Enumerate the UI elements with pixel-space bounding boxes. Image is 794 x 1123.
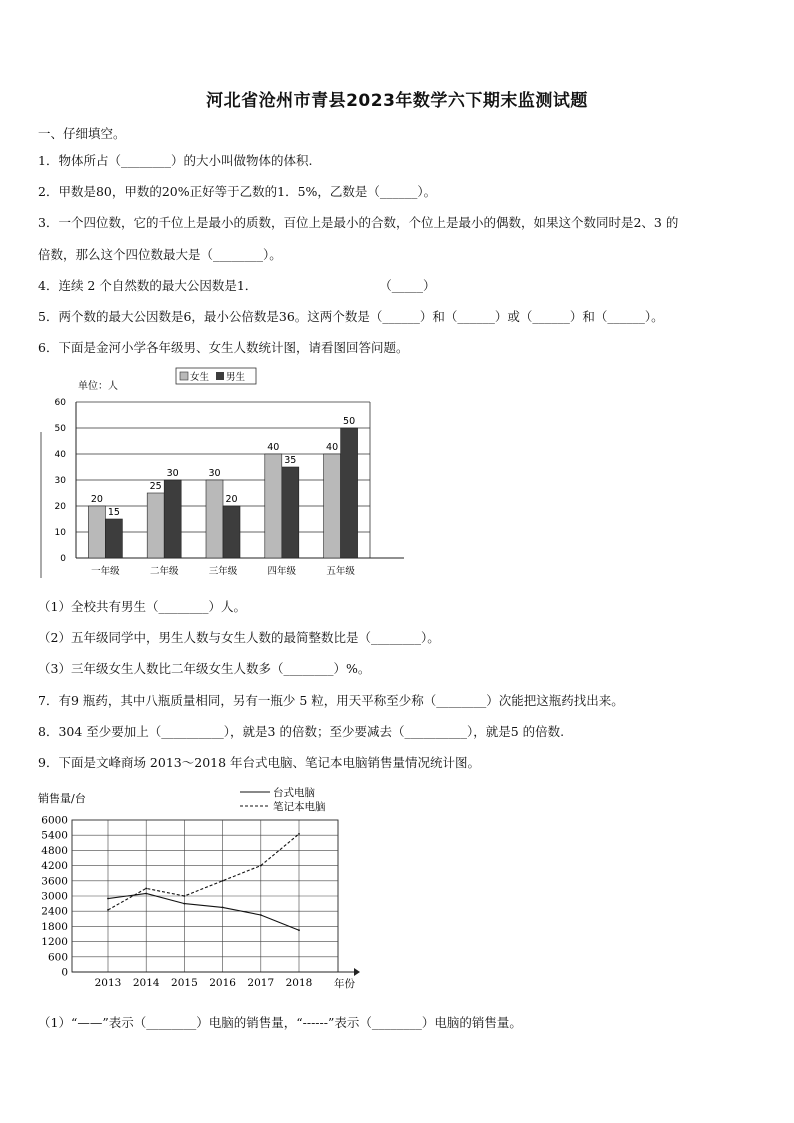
y-tick-label: 4800	[41, 844, 68, 857]
y-tick-label: 60	[54, 398, 66, 408]
legend-label-girls: 女生	[190, 372, 210, 383]
question-6-sub-2: （2）五年级同学中，男生人数与女生人数的最简整数比是（________）。	[38, 630, 440, 645]
series-line-desktop-point	[145, 893, 147, 895]
series-line-desktop-point	[184, 903, 186, 905]
question-9-sub-1: （1）“——”表示（________）电脑的销售量，“------”表示（________）电脑的销售量。	[38, 1015, 522, 1030]
x-category-label: 四年级	[267, 566, 297, 577]
question-8: 8．304 至少要加上（__________），就是3 的倍数；至少要减去（__________），就是5 的倍数.	[38, 724, 565, 739]
series-line-desktop-point	[222, 907, 224, 909]
x-tick-label: 2017	[247, 977, 275, 989]
y-tick-label: 5400	[41, 829, 68, 842]
y-tick-label: 40	[54, 450, 66, 460]
legend-label-desktop: 台式电脑	[273, 787, 315, 799]
y-tick-label: 0	[60, 554, 66, 564]
x-tick-label: 2016	[209, 977, 236, 989]
legend-swatch-girls	[180, 372, 188, 380]
x-tick-label: 2014	[132, 977, 160, 989]
bar-boys-value-label: 30	[166, 468, 179, 479]
question-6: 6．下面是金河小学各年级男、女生人数统计图，请看图回答问题。	[38, 340, 409, 355]
chart-legend	[176, 368, 256, 384]
x-tick-label: 2015	[171, 977, 198, 989]
y-tick-label: 2400	[41, 905, 68, 918]
y-tick-label: 1200	[41, 936, 68, 949]
question-1: 1．物体所占（________）的大小叫做物体的体积.	[38, 153, 313, 168]
question-4-blank: （_____）	[379, 278, 436, 293]
series-line-desktop-point	[298, 929, 300, 931]
y-tick-label: 0	[61, 966, 68, 979]
bar-girls	[88, 506, 105, 558]
question-6-sub-1: （1）全校共有男生（________）人。	[38, 599, 246, 614]
y-tick-label: 10	[54, 528, 66, 538]
bar-girls-value-label: 40	[326, 442, 339, 453]
x-category-label: 一年级	[91, 566, 120, 577]
bar-girls	[147, 493, 164, 558]
x-tick-label: 2013	[94, 977, 122, 989]
bar-girls	[324, 454, 341, 558]
series-line-laptop-point	[298, 833, 300, 835]
bar-girls-value-label: 25	[149, 481, 162, 492]
y-tick-label: 3000	[41, 890, 68, 903]
question-5: 5．两个数的最大公因数是6，最小公倍数是36。这两个数是（______）和（______）或（______）和（______）。	[38, 309, 664, 324]
bar-boys	[282, 467, 299, 558]
bar-girls	[265, 454, 282, 558]
question-3-line-1: 3．一个四位数，它的千位上是最小的质数，百位上是最小的合数，个位上是最小的偶数，如果这个数同时是2、3 的	[38, 215, 679, 230]
chart-legend	[240, 786, 326, 813]
series-line-laptop	[108, 834, 299, 910]
page-title: 河北省沧州市青县2023年数学六下期末监测试题	[206, 91, 588, 111]
bar-girls-value-label: 30	[208, 468, 221, 479]
bar-boys-value-label: 35	[284, 455, 297, 466]
series-line-laptop-point	[260, 865, 262, 867]
y-tick-label: 4200	[41, 860, 68, 873]
y-axis-title: 销售量/台	[38, 792, 86, 805]
question-7: 7．有9 瓶药，其中八瓶质量相同，另有一瓶少 5 粒，用天平称至少称（________）次能把这瓶药找出来。	[38, 693, 624, 708]
question-2: 2．甲数是80，甲数的20%正好等于乙数的1．5%，乙数是（______）。	[38, 184, 437, 199]
series-line-laptop-point	[222, 880, 224, 882]
question-4-text: 4．连续 2 个自然数的最大公因数是1．	[38, 278, 258, 293]
unit-label: 单位：人	[78, 381, 118, 392]
bar-boys-value-label: 15	[107, 507, 120, 518]
series-line-desktop-point	[260, 914, 262, 916]
series-line-desktop-point	[107, 898, 109, 900]
legend-label-laptop: 笔记本电脑	[273, 801, 326, 813]
x-category-label: 五年级	[326, 566, 355, 577]
y-tick-label: 30	[54, 476, 66, 486]
series-line-laptop-point	[107, 909, 109, 911]
y-tick-label: 3600	[41, 875, 68, 888]
bar-boys	[223, 506, 240, 558]
question-9: 9．下面是文峰商场 2013～2018 年台式电脑、笔记本电脑销售量情况统计图。	[38, 755, 481, 770]
bar-boys-value-label: 50	[343, 416, 356, 427]
bar-girls-value-label: 20	[90, 494, 103, 505]
legend-label-boys: 男生	[226, 372, 246, 383]
series-line-laptop-point	[145, 888, 147, 890]
bar-girls-value-label: 40	[267, 442, 280, 453]
y-tick-label: 20	[54, 502, 66, 512]
y-tick-label: 6000	[41, 814, 68, 827]
y-tick-label: 600	[47, 951, 68, 964]
series-line-desktop	[108, 893, 299, 930]
question-4	[38, 276, 436, 294]
x-tick-label: 2018	[285, 977, 313, 989]
question-3-line-2: 倍数，那么这个四位数最大是（________）。	[38, 247, 282, 262]
bar-girls	[206, 480, 223, 558]
x-category-label: 三年级	[208, 566, 238, 577]
bar-boys	[105, 519, 122, 558]
question-6-sub-3: （3）三年级女生人数比二年级女生人数多（________）%。	[38, 661, 371, 676]
x-axis-arrow	[354, 968, 360, 976]
bar-boys	[341, 428, 358, 558]
legend-swatch-boys	[216, 372, 224, 380]
series-line-laptop-point	[184, 895, 186, 897]
x-category-label: 二年级	[149, 566, 179, 577]
computer-sales-line-chart	[36, 782, 376, 992]
y-tick-label: 1800	[41, 920, 68, 933]
x-axis-title: 年份	[334, 978, 355, 990]
y-tick-label: 50	[54, 424, 66, 434]
bar-boys	[164, 480, 181, 558]
grade-gender-bar-chart	[36, 362, 412, 584]
bar-boys-value-label: 20	[225, 494, 238, 505]
section-heading: 一、仔细填空。	[38, 126, 126, 141]
